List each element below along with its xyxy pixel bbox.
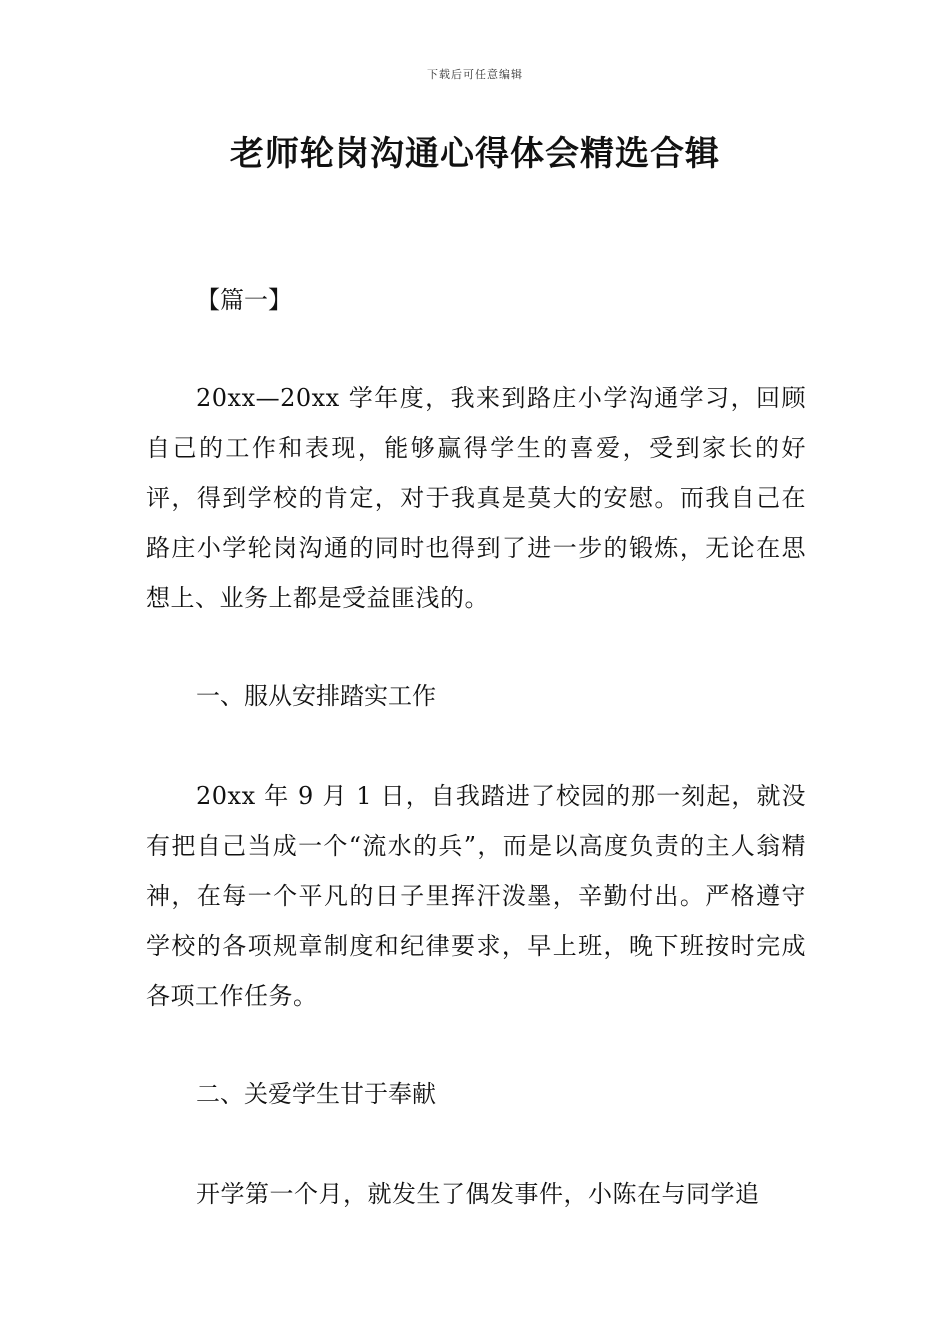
paragraph-3: 开学第一个月，就发生了偶发事件，小陈在与同学追 bbox=[196, 1180, 760, 1208]
section-marker: 【篇一】 bbox=[196, 286, 292, 314]
header-note: 下载后可任意编辑 bbox=[427, 68, 523, 81]
document-title: 老师轮岗沟通心得体会精选合辑 bbox=[230, 134, 720, 174]
subheading-2: 二、关爱学生甘于奉献 bbox=[196, 1080, 436, 1108]
paragraph-2: 20xx 年 9 月 1 日，自我踏进了校园的那一刻起，就没有把自己当成一个“流水的兵”，而是以高度负责的主人翁精神，在每一个平凡的日子里挥汗泼墨，辛勤付出。严格遵守学校的各项规章制度和纪律要求，早上班，晚下班按时完成各项工作任务。 bbox=[146, 782, 806, 1010]
subheading-1: 一、服从安排踏实工作 bbox=[196, 682, 436, 710]
paragraph-1: 20xx—20xx 学年度，我来到路庄小学沟通学习，回顾自己的工作和表现，能够赢得学生的喜爱，受到家长的好评，得到学校的肯定，对于我真是莫大的安慰。而我自己在路庄小学轮岗沟通的同时也得到了进一步的锻炼，无论在思想上、业务上都是受益匪浅的。 bbox=[146, 384, 806, 612]
